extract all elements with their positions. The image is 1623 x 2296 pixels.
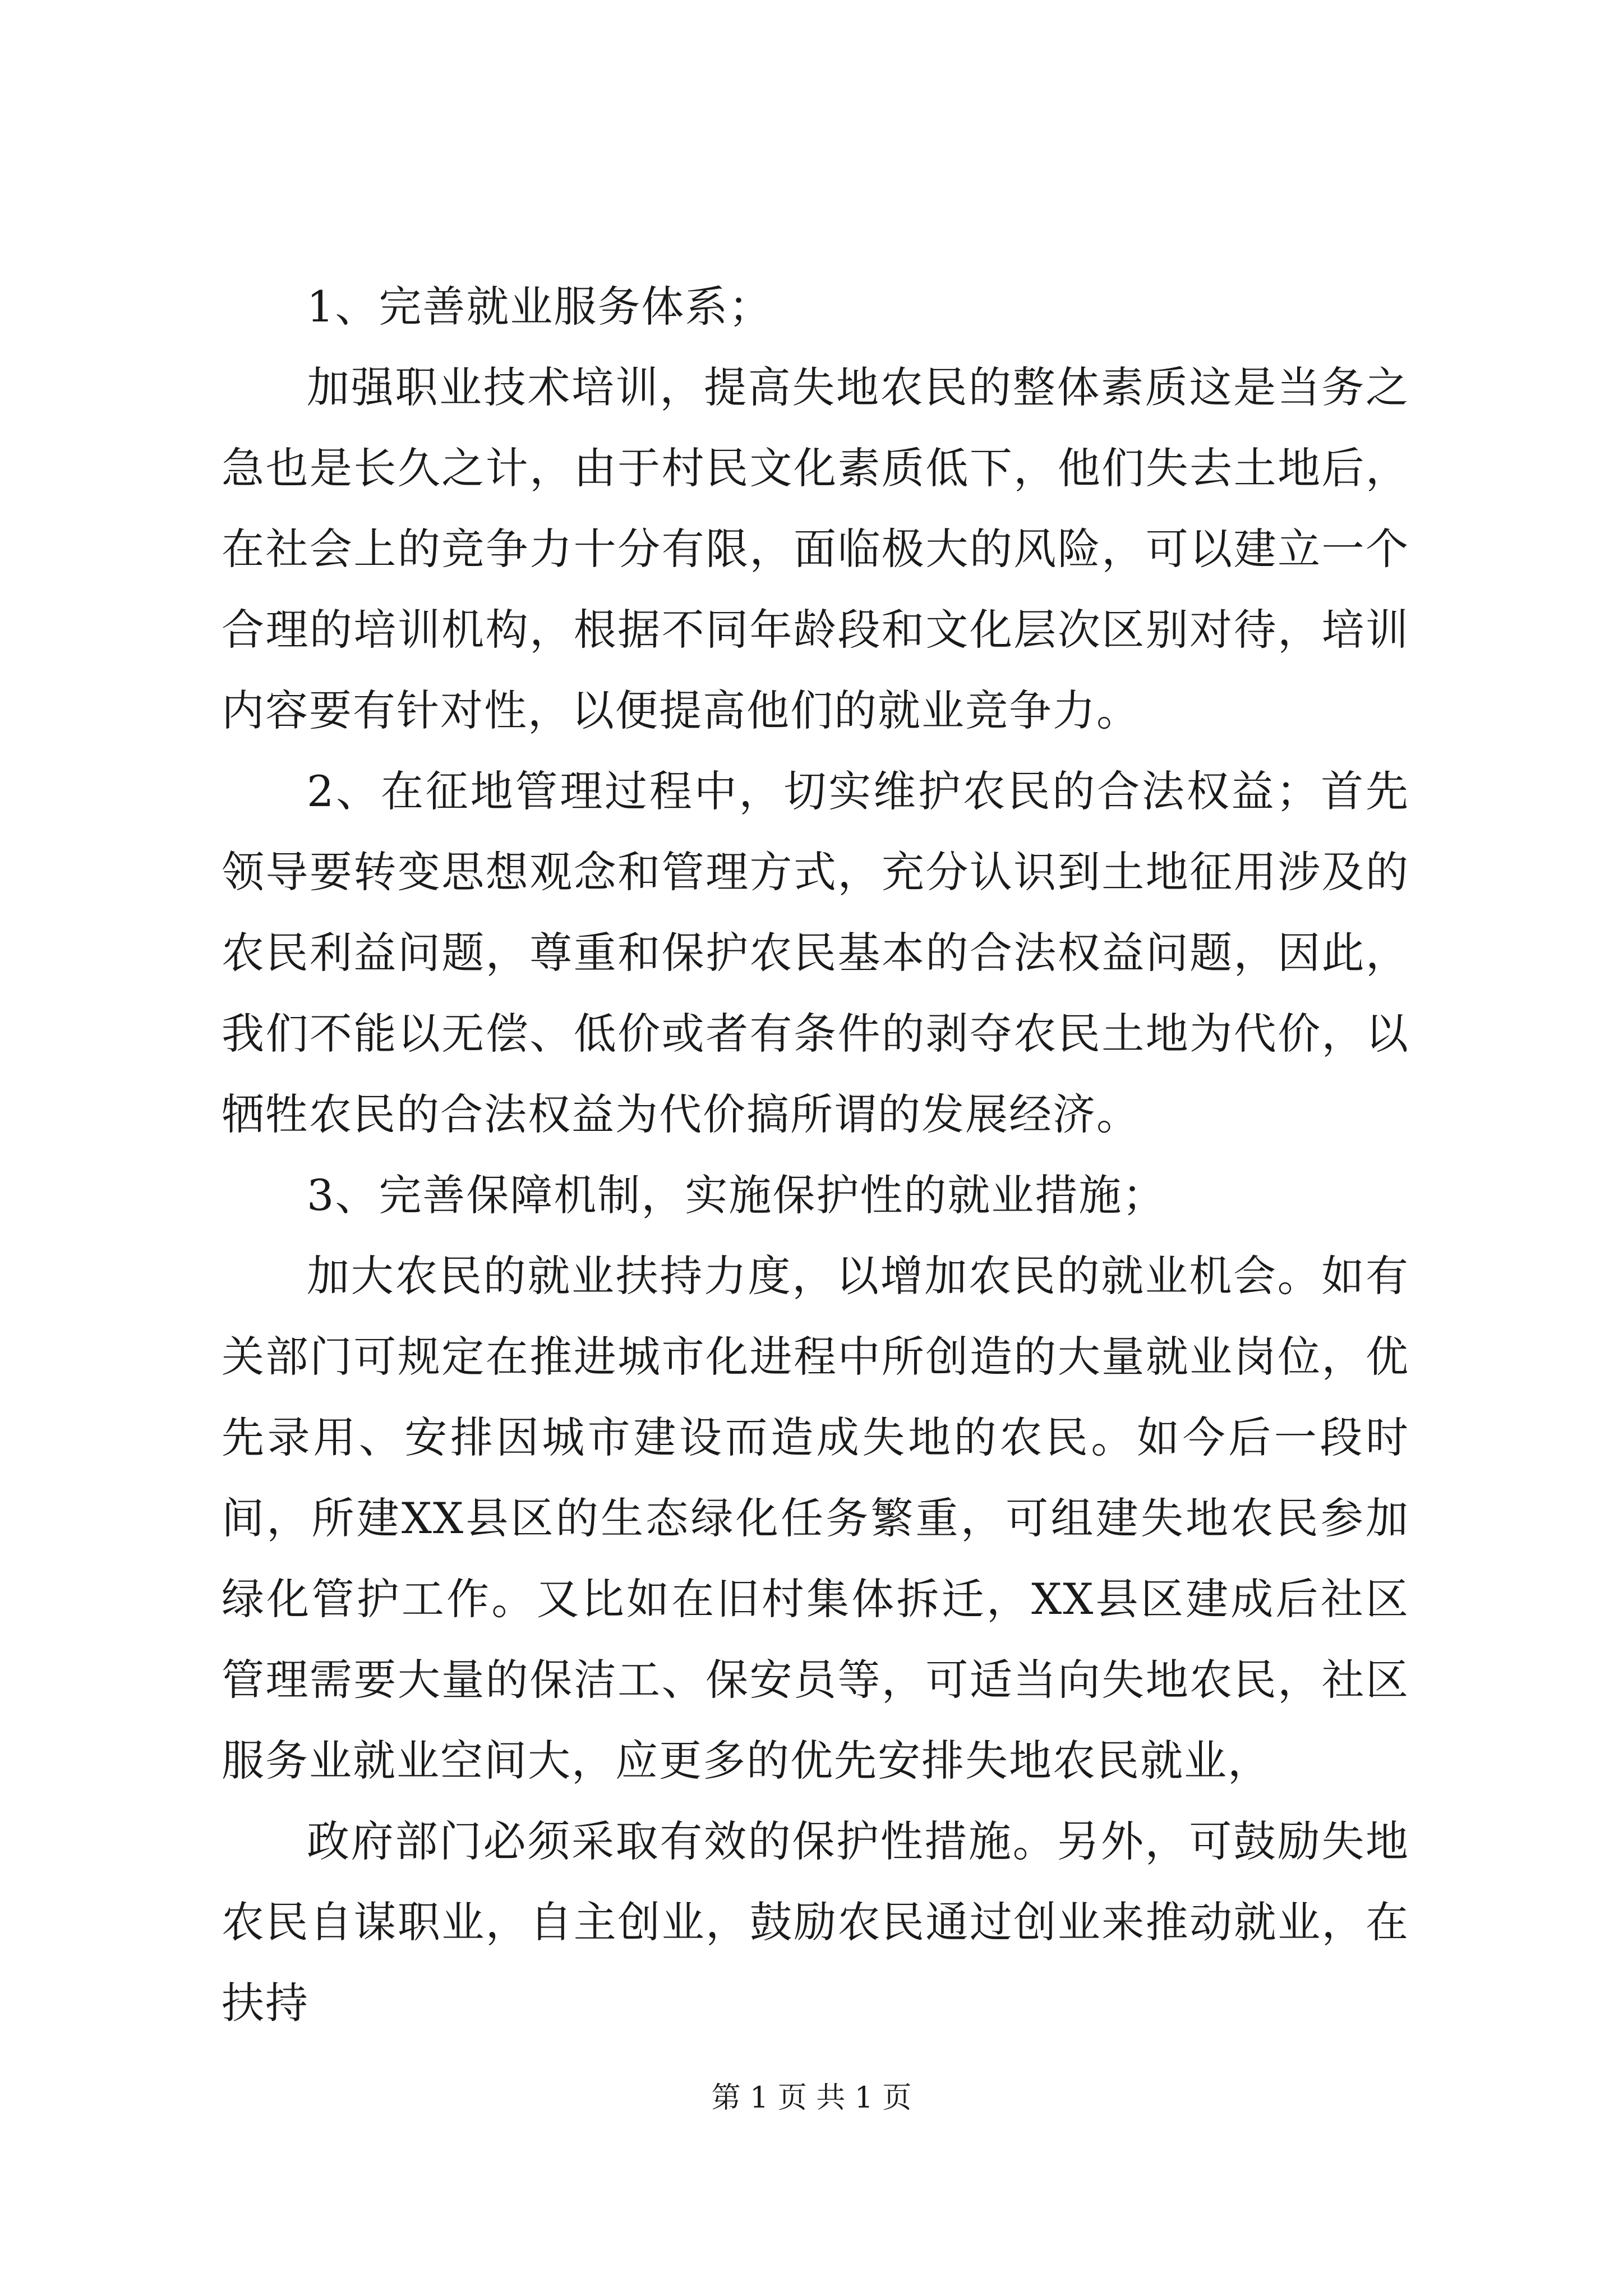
paragraph-training: 加强职业技术培训，提高失地农民的整体素质这是当务之急也是长久之计，由于村民文化素质低下，他们失去土地后，在社会上的竞争力十分有限，面临极大的风险，可以建立一个合理的培训机构，根据不同年龄段和文化层次区别对待，培训内容要有针对性，以便提高他们的就业竞争力。: [222, 362, 1409, 735]
paragraph-heading-3: 3、完善保障机制，实施保护性的就业措施；: [307, 1170, 1166, 1220]
document-body: [222, 266, 1409, 2044]
paragraph-heading-1: 1、完善就业服务体系；: [307, 282, 773, 332]
paragraph-land-management: 2、在征地管理过程中，切实维护农民的合法权益；首先领导要转变思想观念和管理方式，充分认识到土地征用涉及的农民利益问题，尊重和保护农民基本的合法权益问题，因此，我们不能以无偿、低价或者有条件的剥夺农民土地为代价，以牺牲农民的合法权益为代价搞所谓的发展经济。: [222, 766, 1409, 1139]
paragraph-employment-support: 加大农民的就业扶持力度，以增加农民的就业机会。如有关部门可规定在推进城市化进程中所创造的大量就业岗位，优先录用、安排因城市建设而造成失地的农民。如今后一段时间，所建XX县区的生态绿化任务繁重，可组建失地农民参加绿化管护工作。又比如在旧村集体拆迁，XX县区建成后社区管理需要大量的保洁工、保安员等，可适当向失地农民，社区服务业就业空间大，应更多的优先安排失地农民就业，: [222, 1251, 1409, 1786]
paragraph-government-measures: 政府部门必须采取有效的保护性措施。另外，可鼓励失地农民自谋职业，自主创业，鼓励农民通过创业来推动就业，在扶持: [222, 1816, 1409, 2028]
page-number-footer: 第 1 页 共 1 页: [711, 2081, 912, 2115]
